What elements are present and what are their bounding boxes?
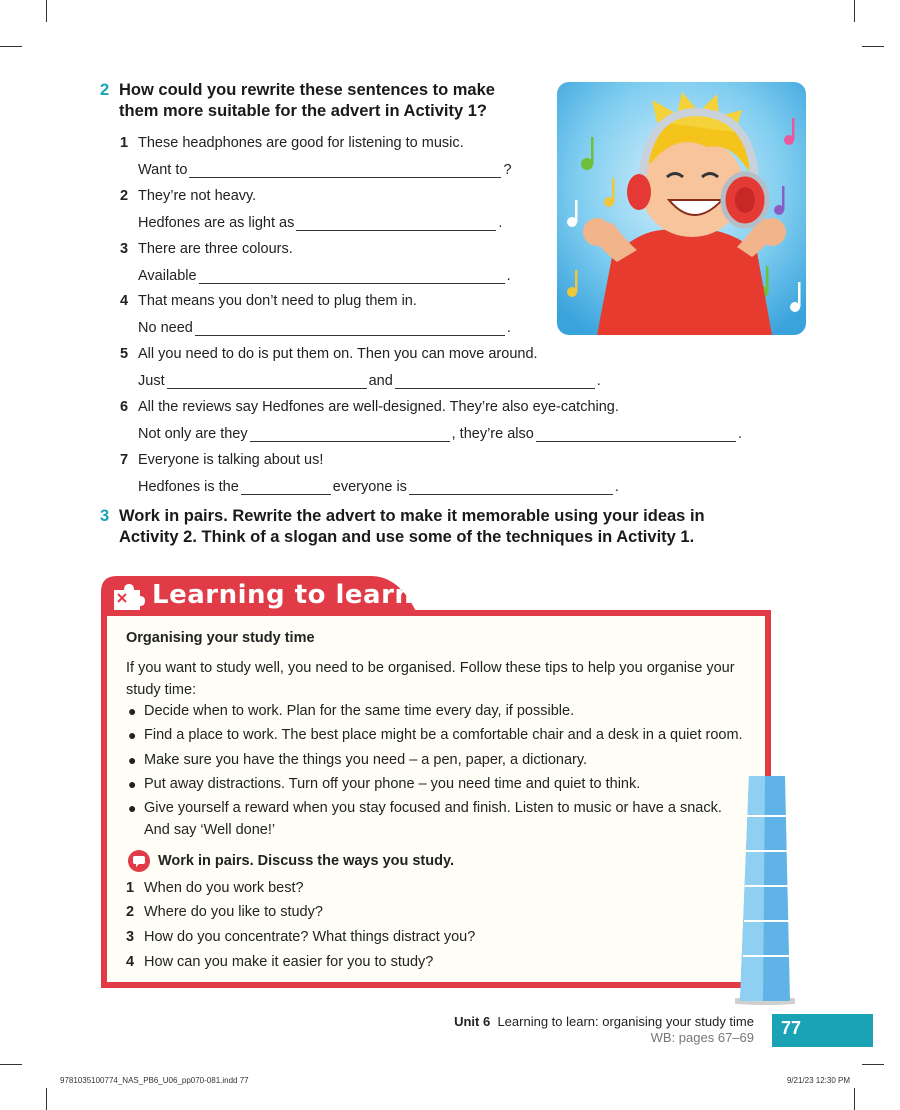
question-text: When do you work best? <box>144 880 304 896</box>
crop-mark <box>0 1064 22 1065</box>
footer-unit-line <box>454 1014 754 1029</box>
answer-prompt: Just <box>138 373 165 389</box>
activity-number: 3 <box>100 507 110 525</box>
bullet-icon: ● <box>128 727 137 743</box>
question-text: Where do you like to study? <box>144 904 323 920</box>
learning-to-learn-title: Learning to learn <box>152 580 414 610</box>
answer-end: . <box>506 268 511 284</box>
workbook-reference: WB: pages 67–69 <box>650 1030 754 1045</box>
intro-paragraph: If you want to study well, you need to be organised. Follow these tips to help you organise your study time: <box>126 660 735 698</box>
activity-3-line-2: Activity 2. Think of a slogan and use some of the techniques in Activity 1. <box>119 528 695 546</box>
page-number: 77 <box>772 1014 873 1047</box>
crop-mark <box>46 1088 47 1110</box>
answer-connector: everyone is <box>332 479 407 495</box>
crop-mark <box>862 1064 884 1065</box>
answer-end: . <box>506 320 511 336</box>
unit-title: Learning to learn: organising your study time <box>497 1014 754 1029</box>
answer-end: ? <box>503 162 512 178</box>
puzzle-icon <box>112 582 146 612</box>
tower-illustration <box>735 776 795 1006</box>
bullet-icon: ● <box>128 752 137 768</box>
answer-blank[interactable] <box>189 163 501 178</box>
bullet-icon: ● <box>128 703 137 719</box>
answer-line-2 <box>138 215 502 231</box>
answer-line-1 <box>138 162 512 178</box>
item-sentence: All the reviews say Hedfones are well-designed. They’re also eye-catching. <box>138 399 619 415</box>
answer-end: . <box>498 215 503 231</box>
item-number: 5 <box>120 346 129 362</box>
item-sentence: They’re not heavy. <box>138 188 257 204</box>
crop-mark <box>46 0 47 22</box>
item-number: 1 <box>120 135 129 151</box>
answer-connector: and <box>368 373 393 389</box>
item-number: 4 <box>120 293 129 309</box>
activity-2-line-2: them more suitable for the advert in Activity 1? <box>119 102 487 120</box>
tip-text: Decide when to work. Plan for the same time every day, if possible. <box>144 703 575 719</box>
answer-line-4 <box>138 320 511 336</box>
answer-line-6 <box>138 426 742 442</box>
item-sentence: Everyone is talking about us! <box>138 452 324 468</box>
item-number: 2 <box>120 188 129 204</box>
activity-3-line-1: Work in pairs. Rewrite the advert to make it memorable using your ideas in <box>119 507 705 525</box>
question-text: How can you make it easier for you to study? <box>144 954 434 970</box>
answer-prompt: Available <box>138 268 197 284</box>
answer-end: . <box>596 373 601 389</box>
item-sentence: All you need to do is put them on. Then you can move around. <box>138 346 538 362</box>
item-sentence: These headphones are good for listening to music. <box>138 135 464 151</box>
item-sentence: That means you don’t need to plug them in. <box>138 293 417 309</box>
activity-number: 2 <box>100 81 110 99</box>
question-number: 4 <box>126 954 135 970</box>
question-number: 2 <box>126 904 135 920</box>
answer-blank[interactable] <box>536 427 736 442</box>
answer-prompt: No need <box>138 320 193 336</box>
answer-end: . <box>737 426 742 442</box>
answer-blank[interactable] <box>195 321 505 336</box>
question-number: 1 <box>126 880 135 896</box>
answer-end: . <box>614 479 619 495</box>
print-slug-file: 9781035100774_NAS_PB6_U06_pp070-081.indd 77 <box>60 1076 249 1085</box>
answer-line-7 <box>138 479 619 495</box>
tip-text: Give yourself a reward when you stay focused and finish. Listen to music or have a snack. And say ‘Well done!’ <box>144 800 722 838</box>
answer-blank[interactable] <box>167 374 367 389</box>
section-subtitle: Organising your study time <box>126 630 315 646</box>
boy-headphones-illustration <box>557 82 806 335</box>
pairs-instruction-text: Work in pairs. Discuss the ways you study. <box>158 853 454 869</box>
answer-blank[interactable] <box>199 269 505 284</box>
tip-text: Put away distractions. Turn off your phone – you need time and quiet to think. <box>144 776 641 792</box>
answer-blank[interactable] <box>409 480 613 495</box>
question-number: 3 <box>126 929 135 945</box>
crop-mark <box>862 46 884 47</box>
answer-connector: , they’re also <box>451 426 534 442</box>
activity-2-line-1: How could you rewrite these sentences to make <box>119 81 495 99</box>
tip-text: Find a place to work. The best place might be a comfortable chair and a desk in a quiet room. <box>144 727 743 743</box>
answer-prompt: Hedfones is the <box>138 479 239 495</box>
answer-blank[interactable] <box>241 480 331 495</box>
answer-blank[interactable] <box>395 374 595 389</box>
item-number: 6 <box>120 399 129 415</box>
tip-text: Make sure you have the things you need – a pen, paper, a dictionary. <box>144 752 588 768</box>
bullet-icon: ● <box>128 800 137 816</box>
item-number: 7 <box>120 452 129 468</box>
answer-line-5 <box>138 373 601 389</box>
question-text: How do you concentrate? What things distract you? <box>144 929 476 945</box>
answer-blank[interactable] <box>296 216 496 231</box>
item-sentence: There are three colours. <box>138 241 293 257</box>
crop-mark <box>854 0 855 22</box>
answer-prompt: Want to <box>138 162 188 178</box>
item-number: 3 <box>120 241 129 257</box>
bullet-icon: ● <box>128 776 137 792</box>
answer-line-3 <box>138 268 511 284</box>
answer-blank[interactable] <box>250 427 450 442</box>
answer-prompt: Not only are they <box>138 426 248 442</box>
speech-bubble-icon <box>128 850 150 872</box>
answer-prompt: Hedfones are as light as <box>138 215 295 231</box>
crop-mark <box>0 46 22 47</box>
unit-label: Unit 6 <box>454 1014 491 1029</box>
pairs-instruction <box>128 850 454 872</box>
crop-mark <box>854 1088 855 1110</box>
print-slug-date: 9/21/23 12:30 PM <box>786 1076 850 1085</box>
